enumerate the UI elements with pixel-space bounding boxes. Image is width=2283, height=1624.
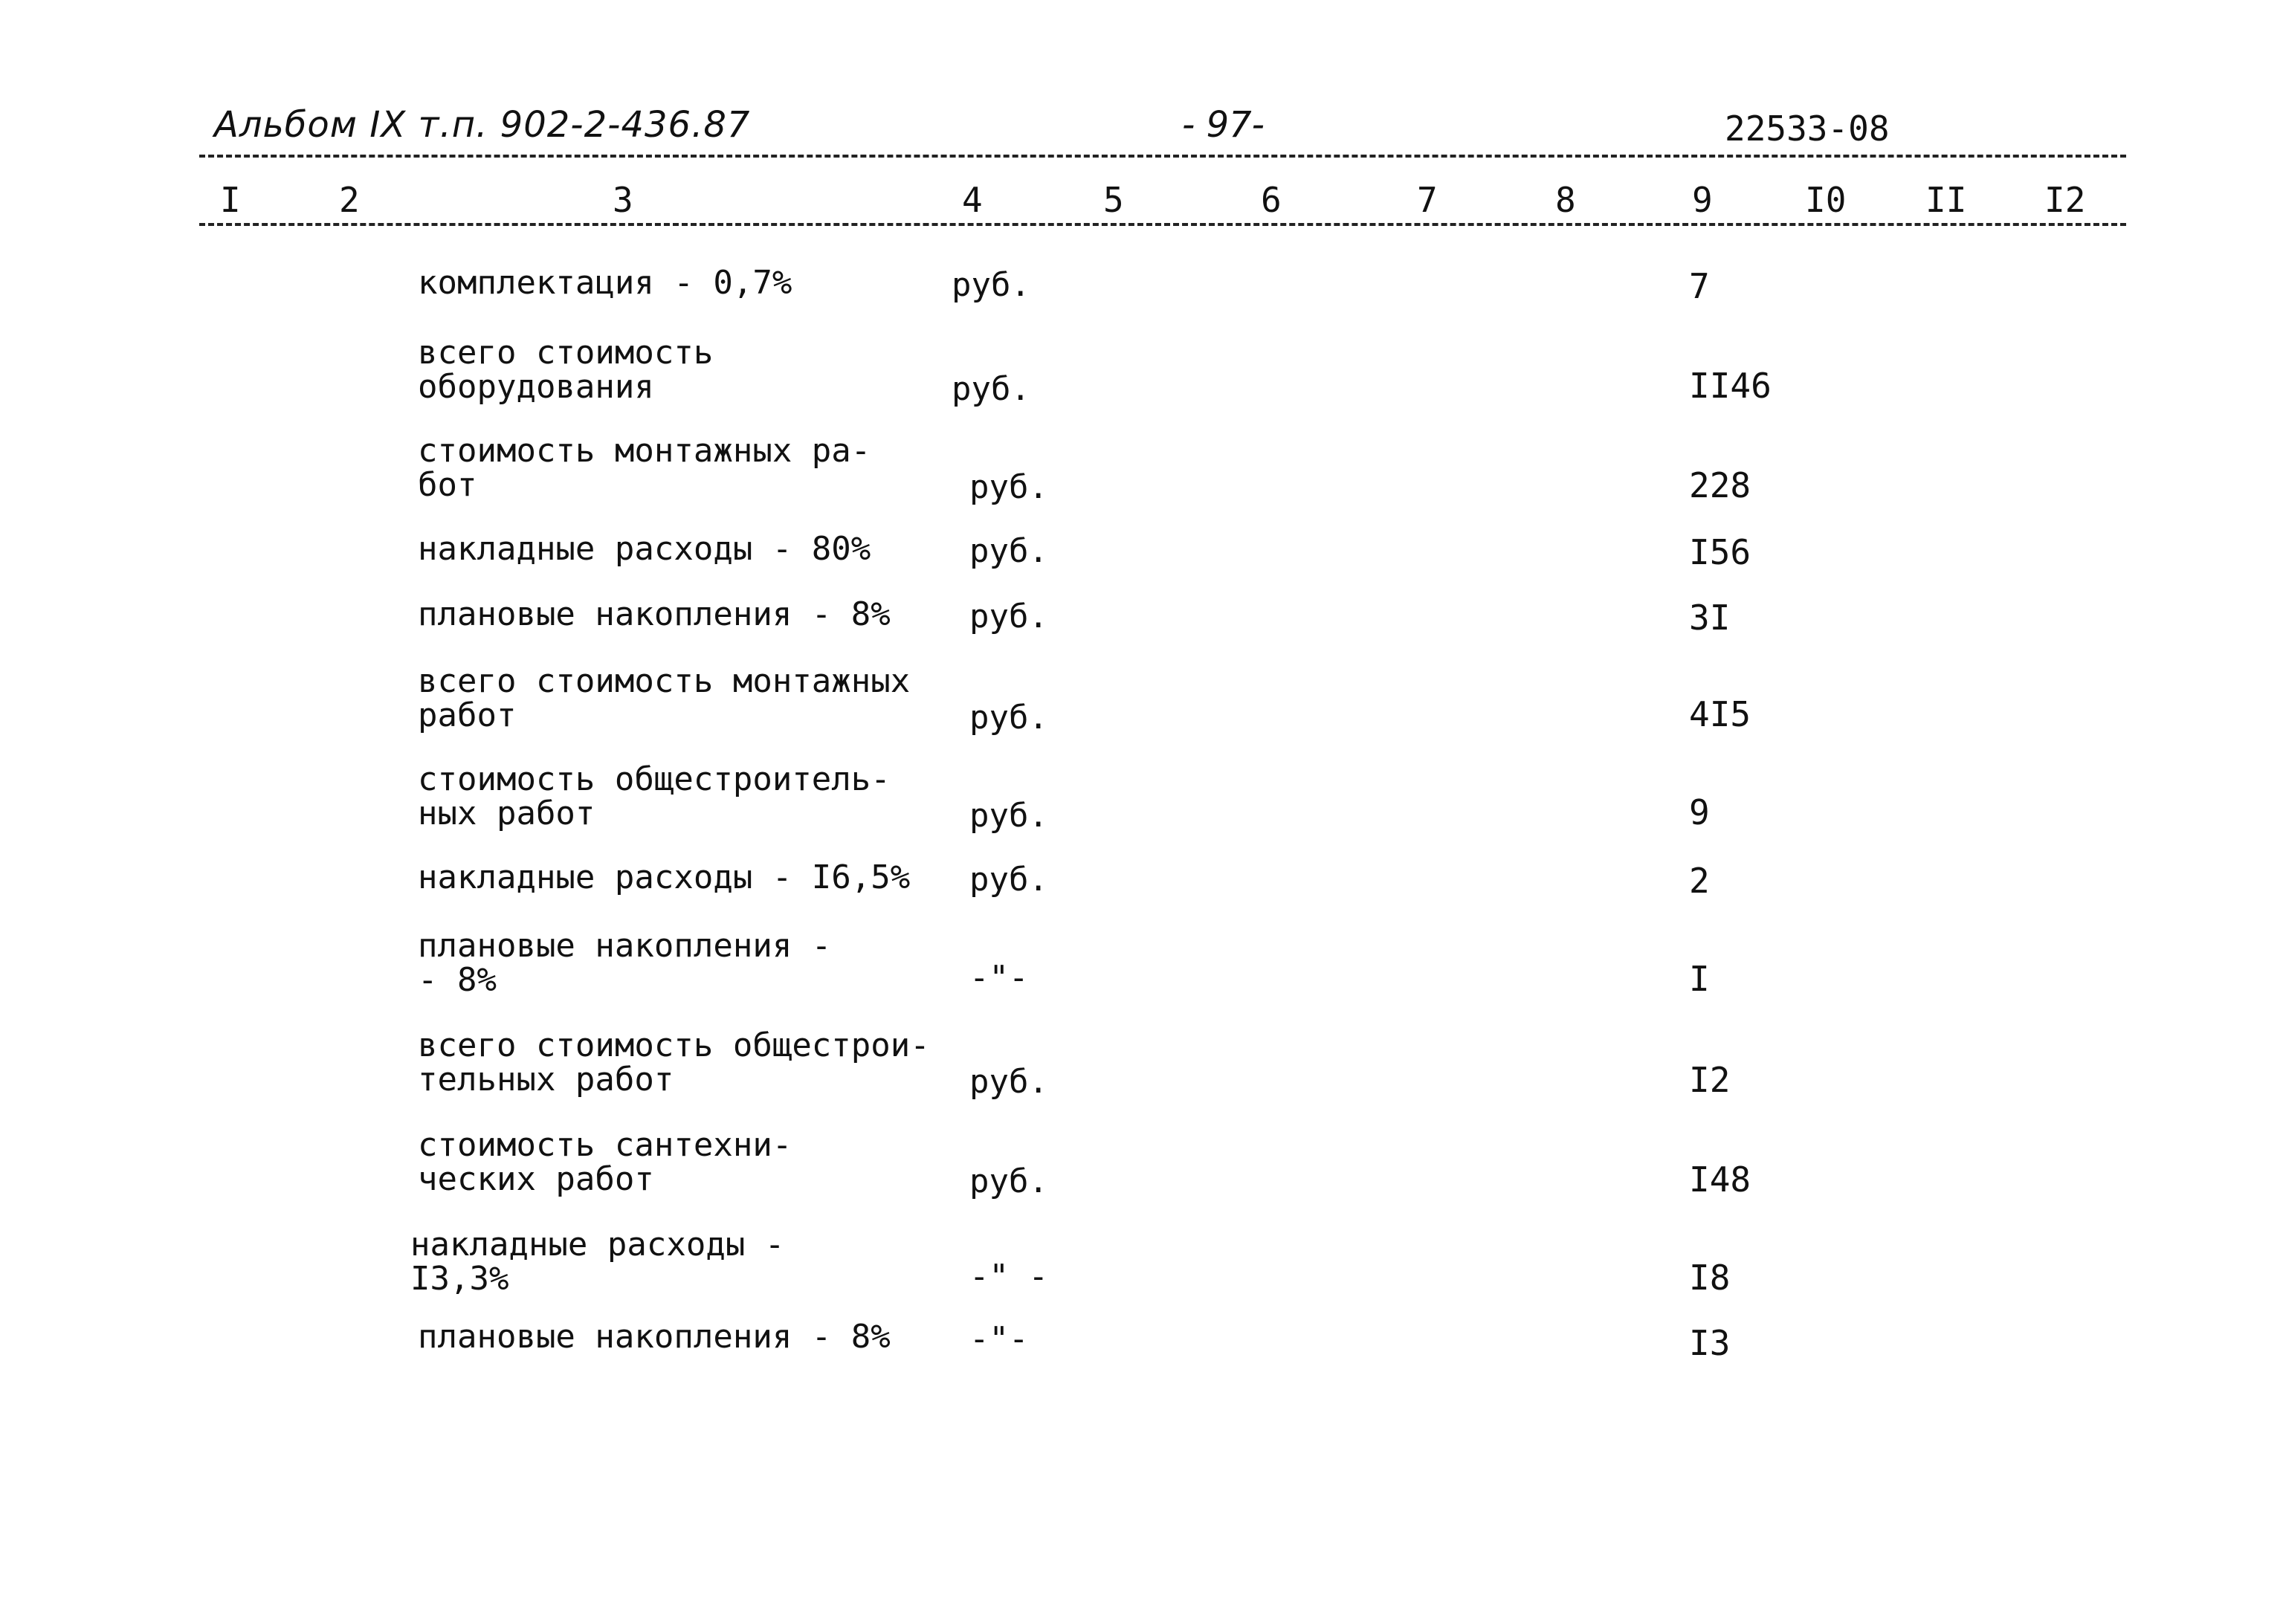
column-number-4: 4: [962, 180, 983, 220]
column-number-11: II: [1925, 180, 1967, 220]
column-number-2: 2: [339, 180, 360, 220]
column-number-9: 9: [1692, 180, 1713, 220]
row-value: I2: [1689, 1060, 1731, 1100]
column-number-6: 6: [1261, 180, 1282, 220]
row-description: комплектация - 0,7%: [418, 264, 792, 302]
column-number-5: 5: [1103, 180, 1124, 220]
row-unit: руб.: [969, 1063, 1048, 1101]
row-unit: руб.: [969, 1162, 1048, 1200]
row-value: 3I: [1689, 598, 1731, 638]
row-description: всего стоимость общестрои- тельных работ: [418, 1026, 930, 1099]
column-number-12: I2: [2044, 180, 2086, 220]
column-number-7: 7: [1417, 180, 1438, 220]
row-value: 2: [1689, 861, 1710, 901]
row-value: I8: [1689, 1258, 1731, 1298]
row-value: 4I5: [1689, 694, 1751, 734]
row-unit: -"-: [969, 1320, 1029, 1358]
column-number-8: 8: [1555, 180, 1576, 220]
row-description: накладные расходы - I3,3%: [410, 1226, 785, 1298]
album-reference: Альбом IX т.п. 902-2-436.87: [214, 104, 751, 146]
row-value: 228: [1689, 465, 1751, 505]
row-value: I3: [1689, 1323, 1731, 1363]
row-description: стоимость общестроитель- ных работ: [418, 760, 891, 832]
row-unit: -"-: [969, 959, 1029, 997]
row-value: 9: [1689, 792, 1710, 832]
row-unit: руб.: [969, 861, 1048, 899]
row-value: I56: [1689, 532, 1751, 572]
column-header-divider: [199, 223, 2126, 226]
row-unit: руб.: [969, 468, 1048, 506]
page-number: - 97-: [1182, 104, 1265, 146]
row-unit: -" -: [969, 1258, 1048, 1295]
row-description: накладные расходы - I6,5%: [418, 858, 911, 896]
row-description: плановые накопления - - 8%: [418, 927, 832, 999]
header-divider: [199, 155, 2126, 158]
column-number-1: I: [220, 180, 241, 220]
row-description: плановые накопления - 8%: [418, 1318, 891, 1356]
row-description: стоимость монтажных ра- бот: [418, 432, 871, 504]
row-description: всего стоимость монтажных работ: [418, 662, 911, 734]
row-description: всего стоимость оборудования: [418, 334, 714, 406]
row-value: 7: [1689, 266, 1710, 306]
row-value: II46: [1689, 366, 1772, 406]
row-description: плановые накопления - 8%: [418, 595, 891, 633]
document-code: 22533-08: [1725, 109, 1890, 149]
column-number-3: 3: [613, 180, 633, 220]
row-description: накладные расходы - 80%: [418, 530, 871, 568]
column-number-10: I0: [1805, 180, 1847, 220]
row-description: стоимость сантехни- ческих работ: [418, 1126, 792, 1198]
row-value: I48: [1689, 1159, 1751, 1200]
row-unit: руб.: [969, 532, 1048, 570]
row-unit: руб.: [952, 266, 1030, 304]
row-unit: руб.: [969, 797, 1048, 835]
row-unit: руб.: [969, 598, 1048, 635]
row-value: I: [1689, 959, 1710, 999]
row-unit: руб.: [952, 370, 1030, 408]
row-unit: руб.: [969, 699, 1048, 737]
